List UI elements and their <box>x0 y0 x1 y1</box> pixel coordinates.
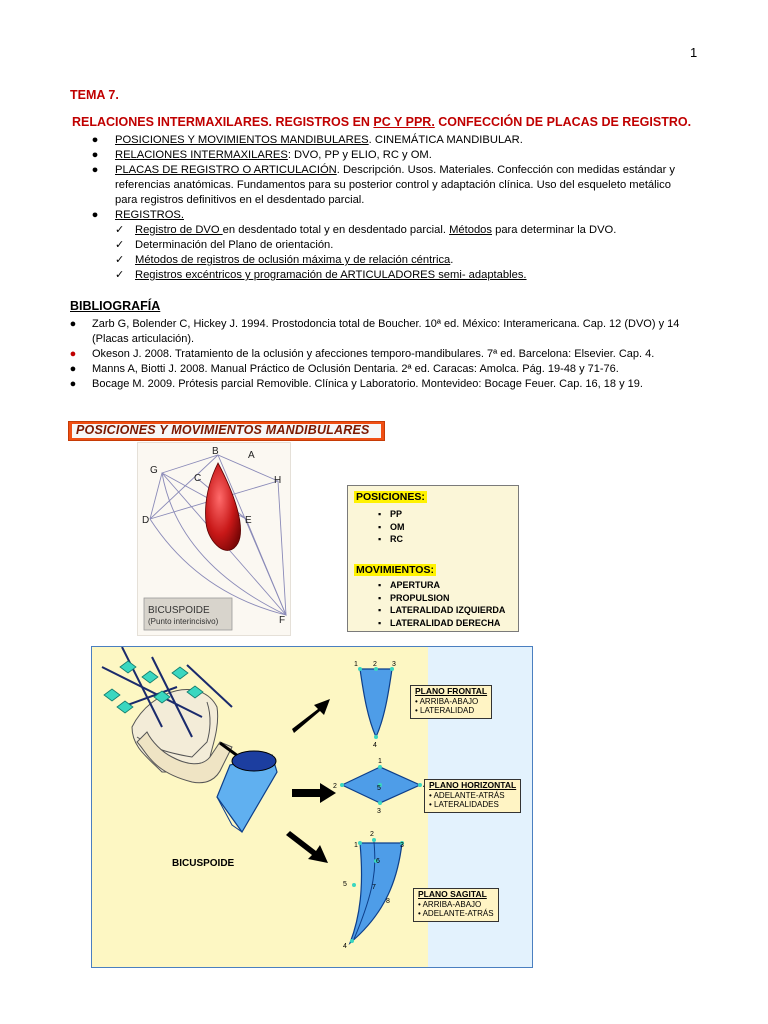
bullet-icon: ● <box>69 348 77 360</box>
point-number: 1 <box>354 661 358 668</box>
topic-number: TEMA 7. <box>70 88 119 102</box>
title-part-2: PC Y PPR. <box>373 115 435 129</box>
point-number: 4 <box>343 943 347 950</box>
bullet-icon: ● <box>91 209 99 221</box>
plane-title: PLANO SAGITAL <box>418 889 487 899</box>
mandible-planes-figure <box>91 646 533 968</box>
list-item <box>378 617 505 630</box>
list-item <box>378 604 505 617</box>
plane-item: • LATERALIDAD <box>415 706 475 715</box>
list-item <box>88 148 688 163</box>
list-item <box>378 533 405 546</box>
sub-text: en desdentado total y en desdentado parcial. <box>222 224 450 236</box>
sub-item <box>115 268 688 283</box>
plane-item: • ADELANTE-ATRÁS <box>429 790 505 800</box>
topic-underlined: POSICIONES Y MOVIMIENTOS MANDIBULARES <box>115 134 369 146</box>
plane-item: • LATERALIDADES <box>429 800 499 809</box>
topic-underlined: REGISTROS. <box>115 209 184 221</box>
plane-title: PLANO FRONTAL <box>415 686 488 696</box>
point-number: 5 <box>343 881 347 888</box>
title-part-1: RELACIONES INTERMAXILARES. REGISTROS EN <box>72 115 374 129</box>
point-number: 3 <box>392 661 396 668</box>
bullet-icon: ● <box>69 378 77 390</box>
sub-text: Determinación del Plano de orientación. <box>135 239 334 251</box>
positions-title: POSICIONES: <box>356 491 425 503</box>
bullet-icon: ▪ <box>378 509 382 519</box>
movement-label: PROPULSION <box>390 592 450 603</box>
point-label: F <box>279 615 286 626</box>
list-item <box>88 208 688 283</box>
point-label: C <box>194 473 202 484</box>
bullet-icon: ▪ <box>378 605 382 616</box>
movements-title: MOVIMIENTOS: <box>356 564 434 576</box>
point-number: 1 <box>378 758 382 765</box>
topic-underlined: PLACAS DE REGISTRO O ARTICULACIÓN <box>115 164 337 176</box>
point-number: 7 <box>372 884 376 891</box>
list-item <box>378 521 405 534</box>
positions-movements-box <box>347 485 519 632</box>
sagittal-plane-box <box>413 888 499 922</box>
citation-text: Bocage M. 2009. Prótesis parcial Removible. Clínica y Laboratorio. Montevideo: Bocage Feuer. Cap. 16, 18 y 19. <box>92 378 643 390</box>
horizontal-plane-box <box>424 779 521 813</box>
point-label: E <box>245 515 252 526</box>
page-title <box>72 115 691 129</box>
citation-text: Manns A, Biotti J. 2008. Manual Práctico de Oclusión Dentaria. 2ª ed. Caracas: Amolca. Pág. 19-48 y 71-76. <box>92 363 619 375</box>
list-item <box>378 579 505 592</box>
point-number: 1 <box>354 842 358 849</box>
point-number: 6 <box>376 858 380 865</box>
bullet-icon: ● <box>69 318 77 330</box>
plane-item-text: ARRIBA-ABAJO <box>419 696 479 706</box>
bullet-icon: ● <box>69 363 77 375</box>
topic-text: : DVO, PP y ELIO, RC y OM. <box>287 149 432 161</box>
sub-underlined: Métodos <box>449 224 492 236</box>
point-label: G <box>150 465 158 476</box>
point-number: 2 <box>333 783 337 790</box>
sub-underlined: Registro de DVO <box>135 224 223 236</box>
checkmark-icon: ✓ <box>115 254 125 266</box>
plane-item: • ARRIBA-ABAJO <box>418 899 482 909</box>
sub-text: . <box>450 254 454 266</box>
plane-item: • ARRIBA-ABAJO <box>415 696 479 706</box>
sub-item <box>115 253 688 268</box>
topic-text: . Descripción. Usos. Materiales. Confección con medidas estándar y referencias anatómicas. Fundamentos para su posterior control y adaptación clínica. Uso del esqueleto metálico para registros definitivos en el desdentado parcial. <box>115 164 675 206</box>
plane-item-text: LATERALIDAD <box>420 706 475 715</box>
posselt-envelope-figure <box>137 442 291 636</box>
list-item <box>88 133 688 148</box>
position-label: OM <box>390 521 405 532</box>
sub-item <box>115 238 688 253</box>
bibliography-list <box>68 317 708 392</box>
citation-text: Zarb G, Bolender C, Hickey J. 1994. Prostodoncia total de Boucher. 10ª ed. México: Interamericana. Cap. 12 (DVO) y 14 (Placas articulación). <box>92 318 680 345</box>
sub-item <box>115 223 688 238</box>
bullet-icon: ▪ <box>378 534 382 545</box>
plane-item-text: ADELANTE-ATRÁS <box>422 909 494 918</box>
bullet-icon: ▪ <box>378 617 382 628</box>
list-item <box>378 508 405 521</box>
bullet-icon: ● <box>91 149 99 161</box>
point-label: B <box>212 446 219 457</box>
movements-list <box>378 579 505 629</box>
point-label: D <box>142 515 150 526</box>
bullet-icon: ● <box>91 164 99 176</box>
topic-text: . CINEMÁTICA MANDIBULAR. <box>368 134 523 146</box>
point-number: 8 <box>386 898 390 905</box>
bullet-icon: ● <box>91 134 99 146</box>
point-number: 2 <box>370 831 374 838</box>
checkmark-icon: ✓ <box>115 224 125 236</box>
point-label: A <box>248 450 255 461</box>
point-label: H <box>274 475 282 486</box>
list-item <box>88 163 688 208</box>
plane-item-text: ARRIBA-ABAJO <box>422 899 482 909</box>
bibliography-title: BIBLIOGRAFÍA <box>70 299 161 313</box>
movement-label: APERTURA <box>390 580 441 590</box>
position-label: RC <box>390 534 403 545</box>
movement-label: LATERALIDAD IZQUIERDA <box>390 605 506 616</box>
banner-text: POSICIONES Y MOVIMIENTOS MANDIBULARES <box>76 423 370 437</box>
sub-underlined: Métodos de registros de oclusión máxima y de relación céntrica <box>135 254 451 266</box>
point-number: 3 <box>377 808 381 815</box>
bullet-icon: ▪ <box>378 521 382 532</box>
citation-text: Okeson J. 2008. Tratamiento de la oclusión y afecciones temporo-mandibulares. 7ª ed. Barcelona: Elsevier. Cap. 4. <box>92 348 655 360</box>
movement-label: LATERALIDAD DERECHA <box>390 617 501 628</box>
section-banner <box>68 421 385 441</box>
sub-text: para determinar la DVO. <box>492 224 617 236</box>
topic-list <box>88 133 688 283</box>
sub-underlined: Registros excéntricos y programación de ARTICULADORES semi- adaptables. <box>135 269 527 281</box>
sub-list <box>115 223 688 283</box>
point-number: 4 <box>373 742 377 749</box>
figure-caption: BICUSPOIDE <box>148 605 210 616</box>
bibliography-item <box>68 347 708 362</box>
title-part-3: CONFECCIÓN DE PLACAS DE REGISTRO. <box>434 115 692 129</box>
positions-list <box>378 508 405 546</box>
list-item <box>378 592 505 605</box>
point-number: 5 <box>377 785 381 792</box>
figure-caption-sub: (Punto interincisivo) <box>148 617 219 626</box>
bullet-icon: ▪ <box>378 592 382 603</box>
position-label: PP <box>390 509 403 519</box>
checkmark-icon: ✓ <box>115 269 125 281</box>
plane-title: PLANO HORIZONTAL <box>429 780 517 790</box>
plane-item-text: ADELANTE-ATRÁS <box>433 790 505 800</box>
point-number: 3 <box>400 842 404 849</box>
posselt-envelope-drawing <box>138 443 290 635</box>
page-number: 1 <box>690 45 698 60</box>
frontal-plane-box <box>410 685 492 719</box>
plane-item-text: LATERALIDADES <box>434 800 499 809</box>
bibliography-item <box>68 362 708 377</box>
bibliography-item <box>68 377 708 392</box>
bullet-icon: ▪ <box>378 580 382 590</box>
point-number: 2 <box>373 661 377 668</box>
plane-item: • ADELANTE-ATRÁS <box>418 909 494 918</box>
bibliography-item <box>68 317 708 347</box>
topic-underlined: RELACIONES INTERMAXILARES <box>115 149 288 161</box>
checkmark-icon: ✓ <box>115 239 125 251</box>
bicuspoid-label: BICUSPOIDE <box>172 858 235 869</box>
